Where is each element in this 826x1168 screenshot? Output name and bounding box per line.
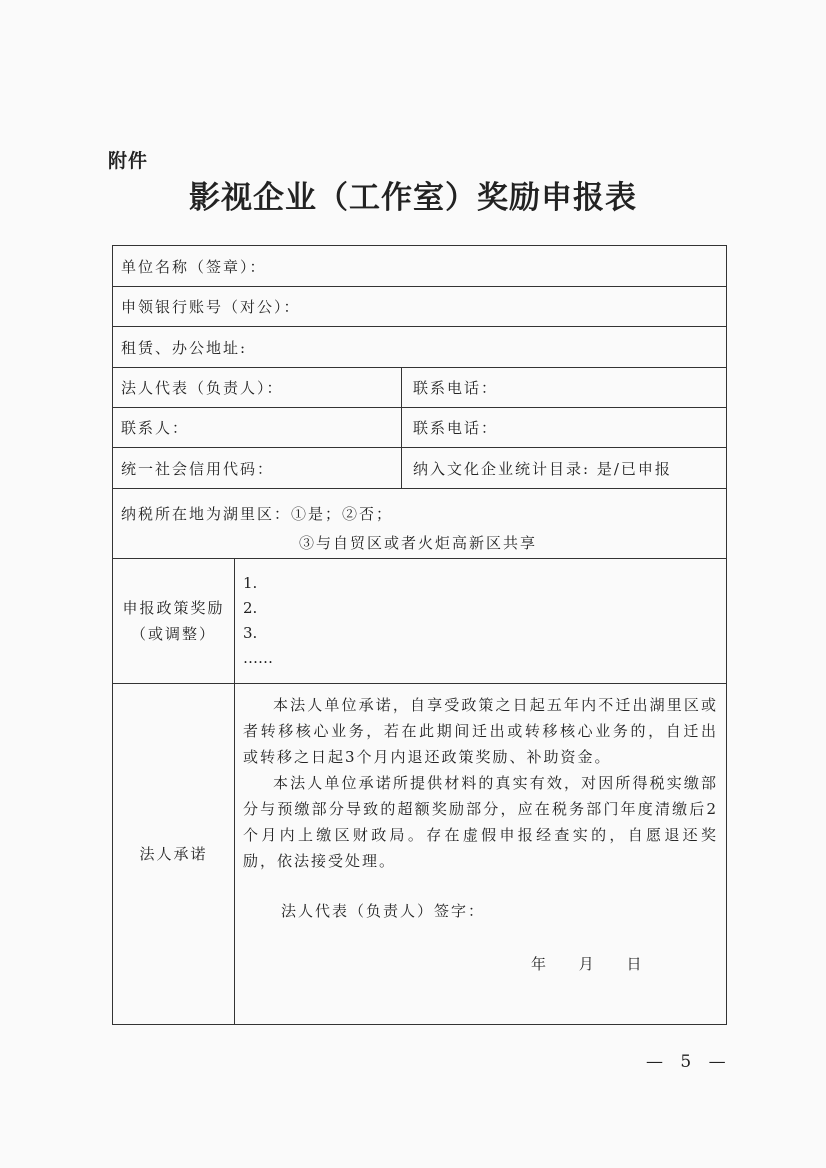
application-form [112,245,727,1025]
row-unit-name [113,246,726,287]
list-item: 1. [243,574,258,592]
row-address [113,327,726,368]
tax-location-line-1: 纳税所在地为湖里区：①是；②否； [121,505,394,523]
address-label: 租赁、办公地址: [121,338,248,357]
promise-paragraph-2: 本法人单位承诺所提供材料的真实有效，对因所得税实缴部分与预缴部分导致的超额奖励部分，应在税务部门年度清缴后2个月内上缴区财政局。存在虚假申报经查实的，自愿退还奖励，依法接受处理。 [243,774,718,870]
row-tax-location [113,489,726,559]
date-label: 年 月 日 [531,955,656,973]
contact-label: 联系人： [121,419,190,437]
phone-2-label: 联系电话： [401,408,726,447]
signature-label: 法人代表（负责人）签字： [281,902,486,920]
policy-label-line-2: （或调整） [130,625,216,643]
row-contact [113,408,726,448]
promise-label: 法人承诺 [139,845,208,863]
list-item: 3. [243,624,258,642]
page-number: — 5 — [646,1052,732,1072]
row-legal-rep [113,368,726,408]
list-item: 2. [243,599,258,617]
bank-account-label: 申领银行账号（对公）： [121,298,301,316]
page-title: 影视企业（工作室）奖励申报表 [189,180,637,216]
tax-location-line-2: ③与自贸区或者火炬高新区共享 [299,534,538,552]
policy-list [234,559,726,683]
legal-rep-label: 法人代表（负责人）： [121,379,284,397]
list-item: …… [243,649,273,667]
row-legal-promise [113,684,726,1024]
unit-name-label: 单位名称（签章）： [121,257,267,276]
row-credit-code [113,448,726,489]
phone-1-label: 联系电话： [401,368,726,407]
promise-paragraph-1: 本法人单位承诺，自享受政策之日起五年内不迁出湖里区或者转移核心业务，若在此期间迁出或转移核心业务的，自迁出或转移之日起3个月内退还政策奖励、补助资金。 [243,696,718,766]
policy-label-line-1: 申报政策奖励 [122,599,225,617]
row-policy-rewards [113,559,726,684]
row-bank-account [113,287,726,327]
policy-label [113,559,234,683]
promise-content [234,684,726,1024]
credit-code-label: 统一社会信用代码： [121,459,275,478]
stat-catalog-label: 纳入文化企业统计目录: 是/已申报 [401,448,726,488]
attachment-label: 附件 [108,150,149,172]
